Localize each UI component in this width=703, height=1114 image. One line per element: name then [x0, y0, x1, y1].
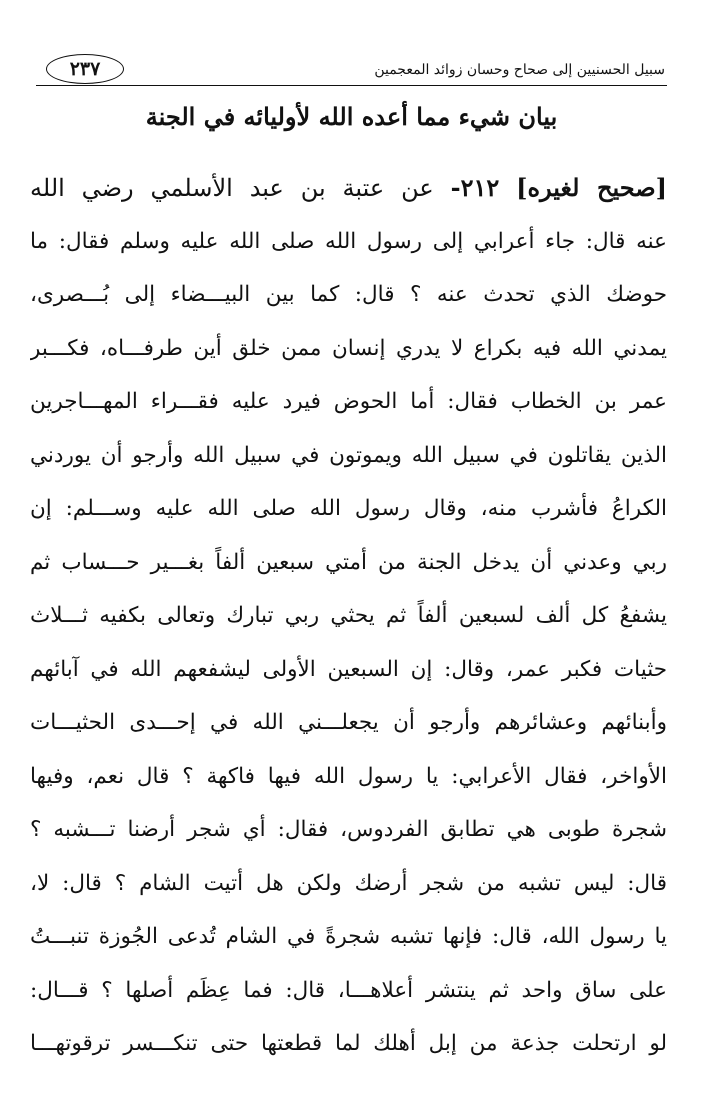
text-line: حوضك الذي تحدث عنه ؟ قال: كما بين البيـــضاء إلى بُـــصرى، — [30, 282, 667, 307]
hadith-number: ٢١٢- — [450, 173, 500, 202]
text-line: عنه قال: جاء أعرابي إلى رسول الله صلى الله عليه وسلم فقال: ما — [30, 228, 667, 254]
text-line: يا رسول الله، قال: فإنها تشبه شجرةً في الشام تُدعى الجُوزة تنبـــتُ — [30, 924, 667, 949]
text-line: حثيات فكبر عمر، وقال: إن السبعين الأولى ليشفعهم الله في آبائهم — [30, 656, 667, 682]
page-header — [38, 52, 665, 96]
text-line: لو ارتحلت جذعة من إبل أهلك لما قطعتها حتى تنكـــسر ترقوتهـــا — [30, 1031, 667, 1056]
text-line: على ساق واحد ثم ينتشر أعلاهـــا، قال: فما عِظَم أصلها ؟ قـــال: — [30, 977, 667, 1003]
hadith-grade: [صحيح لغيره] — [516, 173, 667, 202]
header-rule — [36, 85, 667, 86]
text-line — [30, 161, 667, 215]
text-line: ربي وعدني أن يدخل الجنة من أمتي سبعين ألفاً بغـــير حـــساب ثم — [30, 549, 667, 575]
text-line: شجرة طوبى هي تطابق الفردوس، فقال: أي شجر أرضنا تـــشبه ؟ — [30, 817, 667, 842]
text-line: الأواخر، فقال الأعرابي: يا رسول الله فيها فاكهة ؟ قال نعم، وفيها — [30, 763, 667, 789]
text-line: الكراعُ فأشرب منه، وقال رسول الله صلى الله عليه وســـلم: إن — [30, 496, 667, 521]
text-segment: عن عتبة بن عبد الأسلمي رضي الله — [30, 174, 434, 202]
text-line: قال: ليس تشبه من شجر أرضك ولكن هل أتيت الشام ؟ قال: لا، — [30, 870, 667, 896]
text-line: وأبنائهم وعشائرهم وأرجو أن يجعلـــني الله في إحـــدى الحثيـــات — [30, 710, 667, 735]
page-number: ٢٣٧ — [46, 54, 124, 84]
hadith-text — [30, 161, 667, 1071]
section-heading: بيان شيء مما أعده الله لأوليائه في الجنة — [145, 102, 558, 131]
running-title: سبيل الحسنيين إلى صحاح وحسان زوائد المعجمين — [374, 62, 665, 78]
text-line: عمر بن الخطاب فقال: أما الحوض فيرد عليه فقـــراء المهـــاجرين — [30, 389, 667, 414]
text-line: يشفعُ كل ألف لسبعين ألفاً ثم يحثي ربي تبارك وتعالى بكفيه ثـــلاث — [30, 603, 667, 628]
text-line: الذين يقاتلون في سبيل الله ويموتون في سبيل الله وأرجو أن يوردني — [30, 442, 667, 468]
text-line: يمدني الله فيه بكراع لا يدري إنسان ممن خلق أين طرفـــاه، فكـــبر — [30, 335, 667, 361]
